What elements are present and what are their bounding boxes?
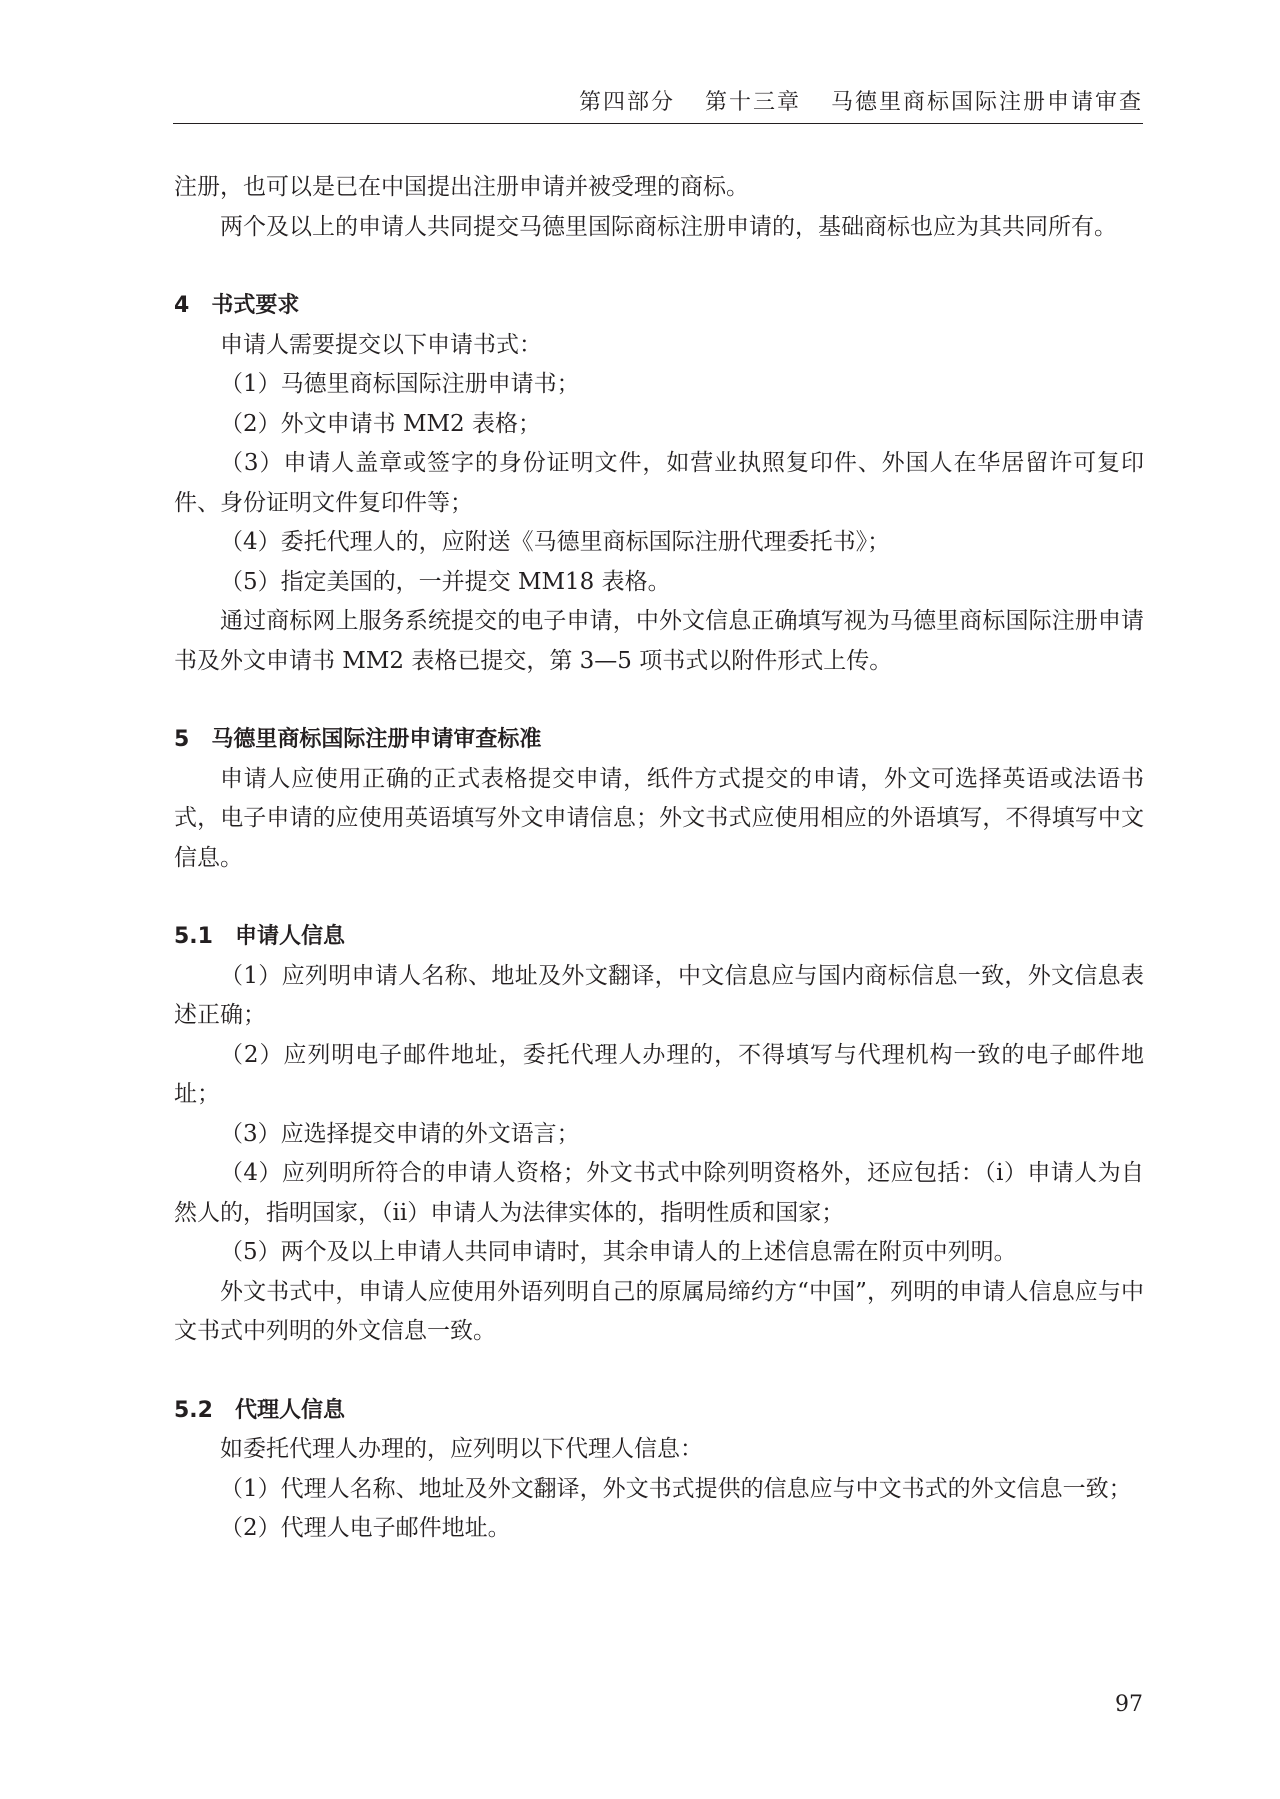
list-item: （2）应列明电子邮件地址，委托代理人办理的，不得填写与代理机构一致的电子邮件地址； [174, 1041, 1144, 1107]
page-number: 97 [1115, 1692, 1143, 1717]
intro-paragraph-1: 注册，也可以是已在中国提出注册申请并被受理的商标。 [174, 174, 749, 200]
section-5-2-lead: 如委托代理人办理的，应列明以下代理人信息： [220, 1436, 703, 1462]
list-item: （3）应选择提交申请的外文语言； [220, 1120, 580, 1147]
section-5-1-heading [174, 917, 1144, 957]
section-5-paragraph: 申请人应使用正确的正式表格提交申请，纸件方式提交的申请，外文可选择英语或法语书式，电子申请的应使用英语填写外文申请信息；外文书式应使用相应的外语填写，不得填写中文信息。 [174, 765, 1144, 871]
header-part: 第四部分 [578, 90, 675, 115]
header-rule [173, 123, 1143, 124]
list-item: （4）应列明所符合的申请人资格；外文书式中除列明资格外，还应包括：（i）申请人为自然人的，指明国家，（ii）申请人为法律实体的，指明性质和国家； [174, 1160, 1144, 1226]
section-title: 马德里商标国际注册申请审查标准 [211, 727, 542, 752]
section-4-closing: 通过商标网上服务系统提交的电子申请，中外文信息正确填写视为马德里商标国际注册申请书及外文申请书 MM2 表格已提交，第 3—5 项书式以附件形式上传。 [174, 608, 1144, 674]
section-number: 5.1 [174, 924, 213, 949]
intro-paragraph-2: 两个及以上的申请人共同提交马德里国际商标注册申请的，基础商标也应为其共同所有。 [220, 213, 1117, 240]
section-5-2-heading [174, 1391, 1144, 1431]
section-number: 5 [174, 727, 190, 752]
section-number: 5.2 [174, 1397, 213, 1423]
section-4-lead: 申请人需要提交以下申请书式： [220, 331, 542, 358]
list-item: （2）外文申请书 MM2 表格； [220, 410, 541, 437]
running-header [549, 85, 1143, 116]
list-item: （5）指定美国的，一并提交 MM18 表格。 [220, 568, 671, 595]
list-item: （4）委托代理人的，应附送《马德里商标国际注册代理委托书》； [220, 529, 891, 555]
section-title: 代理人信息 [234, 1397, 345, 1423]
section-5-1-closing: 外文书式中，申请人应使用外语列明自己的原属局缔约方“中国”，列明的申请人信息应与中文书式中列明的外文信息一致。 [174, 1278, 1144, 1344]
list-item: （5）两个及以上申请人共同申请时，其余申请人的上述信息需在附页中列明。 [220, 1239, 1017, 1265]
section-5-heading [174, 720, 1144, 760]
list-item: （1）应列明申请人名称、地址及外文翻译，中文信息应与国内商标信息一致，外文信息表述正确； [174, 962, 1144, 1028]
list-item: （1）代理人名称、地址及外文翻译，外文书式提供的信息应与中文书式的外文信息一致； [220, 1475, 1132, 1502]
header-title: 马德里商标国际注册申请审查 [830, 90, 1143, 115]
list-item: （2）代理人电子邮件地址。 [220, 1515, 511, 1541]
section-number: 4 [174, 293, 190, 318]
section-4-heading [174, 286, 1144, 326]
page-body [174, 168, 1144, 1549]
header-chapter: 第十三章 [704, 90, 801, 115]
list-item: （1）马德里商标国际注册申请书； [220, 371, 580, 397]
section-title: 书式要求 [211, 293, 300, 318]
section-title: 申请人信息 [234, 924, 345, 949]
list-item: （3）申请人盖章或签字的身份证明文件，如营业执照复印件、外国人在华居留许可复印件、身份证明文件复印件等； [174, 450, 1144, 516]
